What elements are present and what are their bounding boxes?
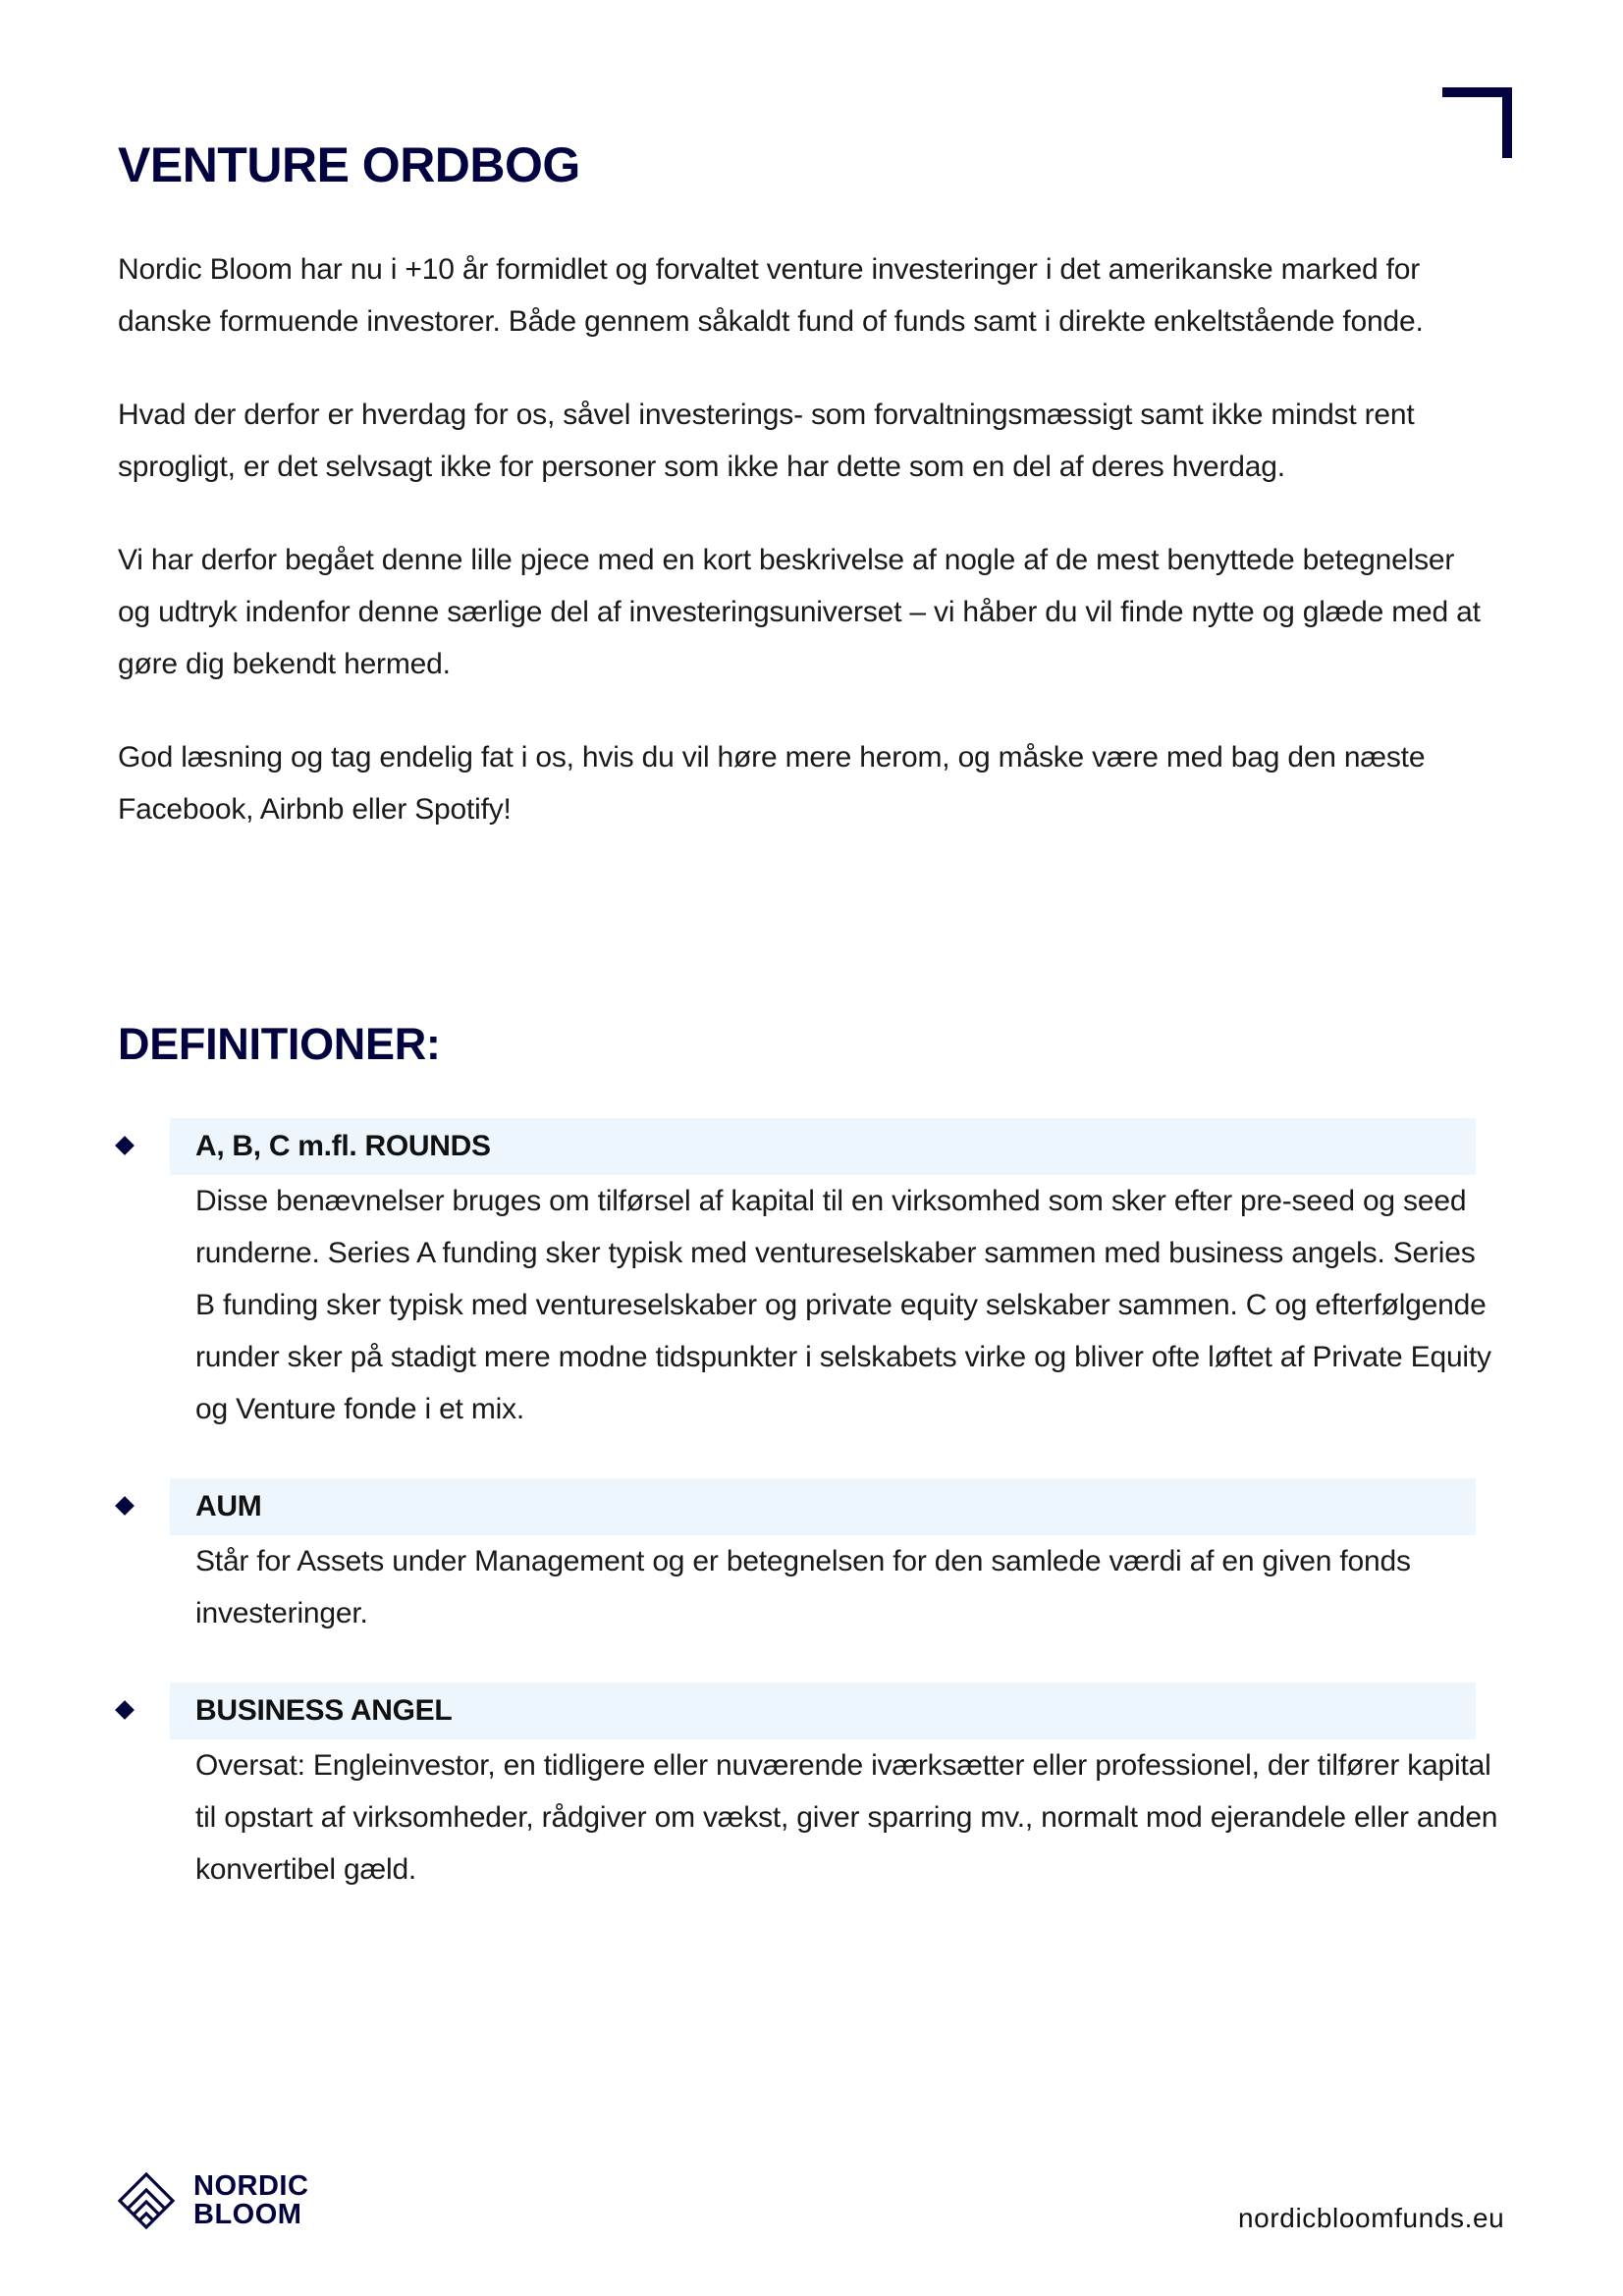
diamond-bullet-icon — [115, 1496, 135, 1516]
definition-term: AUM — [195, 1490, 262, 1522]
definition-term: A, B, C m.fl. ROUNDS — [195, 1130, 491, 1162]
intro-paragraph: Nordic Bloom har nu i +10 år formidlet og forvaltet venture investeringer i det amerikanske marked for danske formuende investorer. Både gennem såkaldt fund of funds samt i direkte enkeltstående fonde. — [118, 253, 1424, 338]
diamond-bullet-icon — [115, 1700, 135, 1720]
intro-paragraph: Hvad der derfor er hverdag for os, såvel investerings- som forvaltningsmæssigt samt ikke mindst rent sprogligt, er det selvsagt ikke for personer som ikke har dette som en del af deres hverdag. — [118, 399, 1415, 483]
intro-paragraph: Vi har derfor begået denne lille pjece med en kort beskrivelse af nogle af de mest benyttede betegnelser og udtryk indenfor denne særlige del af investeringsuniverset – vi håber du vil finde nytte og glæde med at gøre dig bekendt hermed. — [118, 544, 1481, 680]
diamond-bullet-icon — [115, 1136, 135, 1155]
definition-item — [118, 1118, 1491, 1435]
definition-term-band — [170, 1118, 1476, 1175]
definition-item — [118, 1682, 1498, 1896]
logo-line-1: NORDIC — [193, 2170, 309, 2202]
corner-bracket-decoration — [1442, 87, 1512, 158]
website-url[interactable]: nordicbloomfunds.eu — [1238, 2203, 1505, 2233]
logo-wordmark — [193, 2172, 308, 2229]
definitions-heading: DEFINITIONER: — [118, 1019, 441, 1069]
definitions-list — [118, 1118, 1498, 1939]
nordic-bloom-logo-icon — [117, 2171, 176, 2230]
definition-text: Oversat: Engleinvestor, en tidligere eller nuværende iværksætter eller professionel, der tilfører kapital til opstart af virksomheder, rådgiver om vækst, giver sparring mv., normalt mod ejerandele eller anden konvertibel gæld. — [195, 1749, 1498, 1886]
logo-line-2: BLOOM — [193, 2199, 302, 2230]
intro-section — [118, 243, 1492, 877]
definition-text: Disse benævnelser bruges om tilførsel af kapital til en virksomhed som sker efter pre-seed og seed runderne. Series A funding sker typisk med ventureselskaber sammen med business angels. Series B funding sker typisk med ventureselskaber og private equity selskaber sammen. C og efterfølgende runder sker på stadigt mere modne tidspunkter i selskabets virke og bliver ofte løftet af Private Equity og Venture fonde i et mix. — [195, 1185, 1491, 1425]
definition-term: BUSINESS ANGEL — [195, 1694, 453, 1727]
page-title: VENTURE ORDBOG — [118, 137, 580, 192]
nordic-bloom-logo — [117, 2171, 308, 2230]
intro-paragraph: God læsning og tag endelig fat i os, hvis du vil høre mere herom, og måske være med bag den næste Facebook, Airbnb eller Spotify! — [118, 741, 1426, 826]
definition-term-band — [170, 1682, 1476, 1739]
definition-text: Står for Assets under Management og er betegnelsen for den samlede værdi af en given fonds investeringer. — [195, 1545, 1411, 1629]
definition-term-band — [170, 1478, 1476, 1535]
definition-item — [118, 1478, 1483, 1639]
